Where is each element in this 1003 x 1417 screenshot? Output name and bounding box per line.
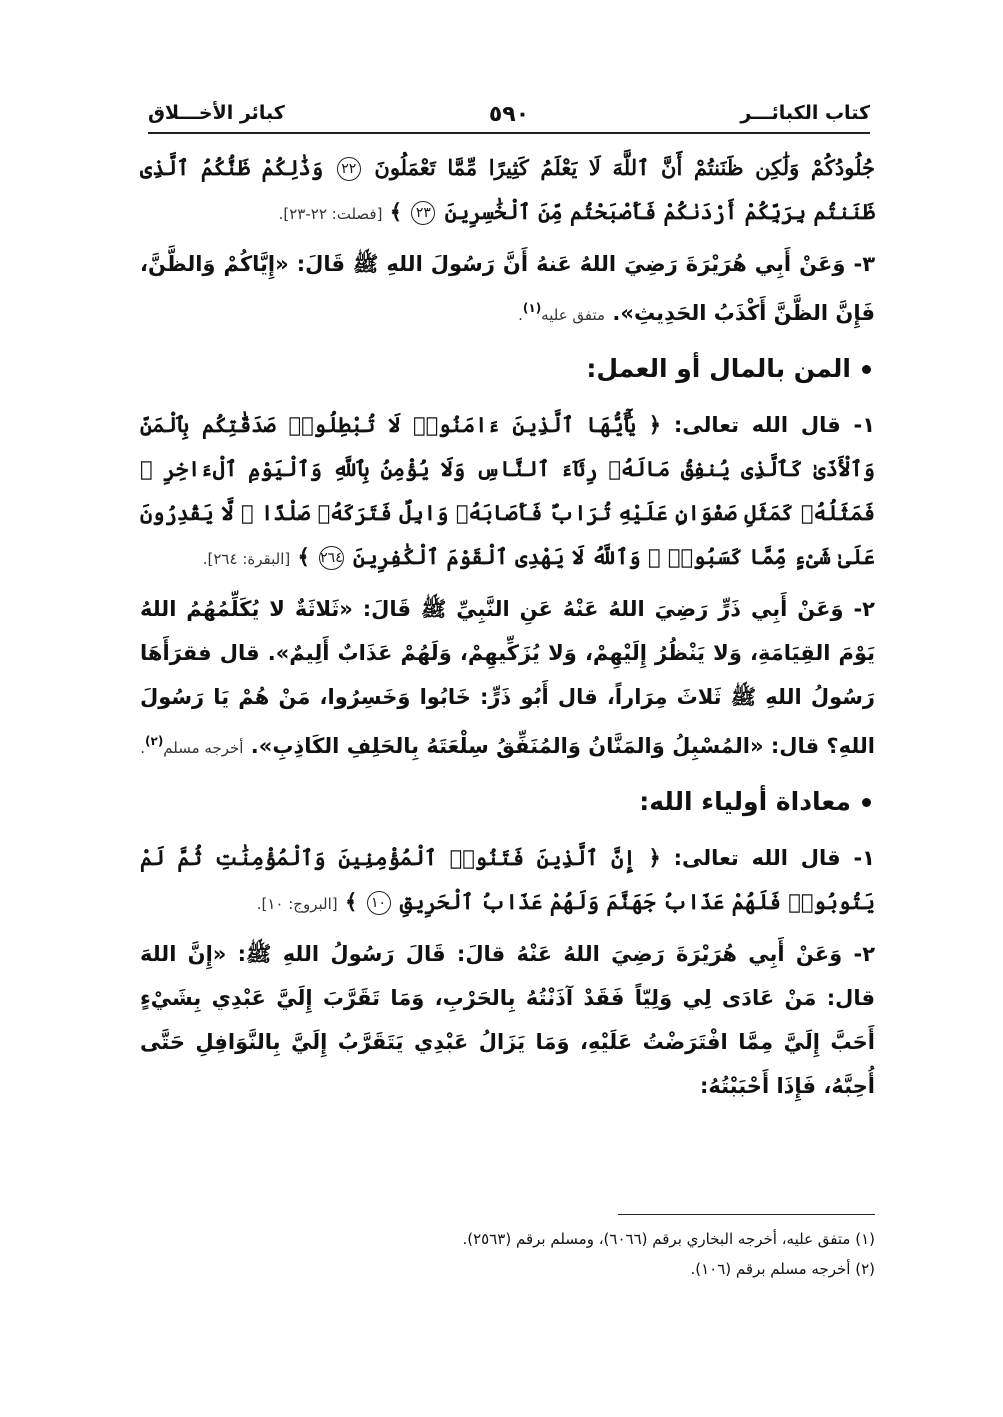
ayah-number-marker: ٢٣ xyxy=(411,201,435,225)
quran-open-bracket: ﴿ xyxy=(648,845,661,870)
surah-reference: [فصلت: ٢٢-٢٣]. xyxy=(278,205,383,223)
chapter-title: كبائر الأخـــلاق xyxy=(148,102,285,124)
quran-item xyxy=(140,836,875,926)
quran-close-bracket: ﴾ xyxy=(344,889,358,914)
ayah-number-marker: ١٠ xyxy=(367,891,391,915)
footnote-divider xyxy=(618,1214,875,1215)
hadith-item xyxy=(140,242,875,337)
ayah-number-marker: ٢٦٤ xyxy=(319,546,344,570)
intro-text: قال الله تعالى: xyxy=(673,413,841,437)
source-note: متفق عليه xyxy=(541,306,606,324)
footnote-2: (٢) أخرجه مسلم برقم (١٠٦). xyxy=(690,1260,875,1278)
header-divider xyxy=(148,132,870,134)
footnote-marker: (١) xyxy=(522,301,542,315)
bullet-icon xyxy=(862,365,871,374)
item-number: ١- xyxy=(853,846,875,870)
section-heading-text: المن بالمال أو العمل: xyxy=(586,354,851,383)
hadith-item xyxy=(140,932,875,1108)
page-body xyxy=(140,146,875,1114)
quran-text: جُلُودُكُمْ وَلَٰكِن ظَنَنتُمْ أَنَّ ٱللَّهَ لَا يَعْلَمُ كَثِيرًا مِّمَّا تَعْمَلُونَ xyxy=(374,155,876,180)
item-number: ١- xyxy=(853,413,876,437)
footnote-marker: (٢) xyxy=(145,734,164,748)
ayah-number-marker: ٢٢ xyxy=(337,157,361,181)
footnote-1: (١) متفق عليه، أخرجه البخاري برقم (٦٠٦٦)، ومسلم برقم (٢٥٦٣). xyxy=(462,1230,875,1248)
quran-open-bracket: ﴿ xyxy=(648,412,662,437)
footnotes xyxy=(140,1224,875,1284)
surah-reference: [البقرة: ٢٦٤]. xyxy=(202,550,291,568)
quran-text: إِنَّ ٱلَّذِينَ فَتَنُوا۟ ٱلْمُؤْمِنِينَ وَٱلْمُؤْمِنَٰتِ ثُمَّ لَمْ يَتُوبُوا۟ فَلَهُمْ عَذَابُ جَهَنَّمَ وَلَهُمْ عَذَابُ ٱلْحَرِيقِ xyxy=(140,845,875,914)
section-heading-text: معاداة أولياء الله: xyxy=(639,787,851,816)
book-title: كتاب الكبائـــر xyxy=(740,102,870,124)
surah-reference: [البروج: ١٠]. xyxy=(256,895,338,913)
quran-item xyxy=(140,403,875,581)
hadith-text: وَعَنْ أَبِي هُرَيْرَةَ رَضِيَ اللهُ عَنهُ أَنَّ رَسُولَ اللهِ ﷺ قَالَ: «إِيَّاكُمْ وَالظَّنَّ، فَإِنَّ الظَّنَّ أَكْذَبُ الحَدِيثِ». xyxy=(140,252,875,325)
item-number: ٢- xyxy=(853,942,876,966)
end-punctuation: . xyxy=(140,739,145,757)
quran-close-bracket: ﴾ xyxy=(389,199,403,224)
quran-continuation xyxy=(140,146,875,236)
hadith-text: وَعَنْ أَبِي ذَرٍّ رَضِيَ اللهُ عَنْهُ عَنِ النَّبِيِّ ﷺ قَالَ: «ثَلاثَةٌ لا يُكَلِّمُهُمُ اللهُ يَوْمَ القِيَامَةِ، وَلا يَنْظُرُ إِلَيْهِمْ، وَلا يُزَكِّيهِمْ، وَلَهُمْ عَذَابٌ أَلِيمٌ». قال فقرَأَهَا رَسُولُ اللهِ ﷺ ثَلاثَ مِرَاراً، قال أَبُو ذَرٍّ: خَابُوا وَخَسِرُوا، مَنْ هُمْ يَا رَسُولَ اللهِ؟ قال: «المُسْبِلُ وَالمَنَّانُ وَالمُنَفِّقُ سِلْعَتَهُ بِالحَلِفِ الكَاذِبِ». xyxy=(140,597,875,758)
section-heading xyxy=(140,776,875,828)
intro-text: قال الله تعالى: xyxy=(673,846,841,870)
quran-close-bracket: ﴾ xyxy=(297,544,310,569)
quran-text: وَذَٰلِكُمْ ظَنُّكُمُ ٱلَّذِى ظَنَنتُم بِرَبِّكُمْ أَرْدَىٰكُمْ فَأَصْبَحْتُم مِّنَ ٱلْخَٰسِرِينَ xyxy=(140,155,875,224)
item-number: ٣- xyxy=(853,252,876,276)
hadith-text: وَعَنْ أَبِي هُرَيْرَةَ رَضِيَ اللهُ عَنْهُ قالَ: قَالَ رَسُولُ اللهِ ﷺ: «إِنَّ اللهَ قال: مَنْ عَادَى لِي وَلِيّاً فَقَدْ آذَنْتُهُ بِالحَرْبِ، وَمَا تَقَرَّبَ إِلَيَّ عَبْدِي بِشَيْءٍ أَحَبَّ إِلَيَّ مِمَّا افْتَرَضْتُ عَلَيْهِ، وَمَا يَزَالُ عَبْدِي يَتَقَرَّبُ إِلَيَّ بِالنَّوَافِلِ حَتَّى أُحِبَّهُ، فَإِذَا أَحْبَبْتُهُ: xyxy=(140,942,875,1098)
bullet-icon xyxy=(862,798,871,807)
page-number: ٥٩٠ xyxy=(488,102,530,127)
quran-text: يَٰٓأَيُّهَا ٱلَّذِينَ ءَامَنُوا۟ لَا تُبْطِلُوا۟ صَدَقَٰتِكُم بِٱلْمَنِّ وَٱلْأَذَىٰ كَٱلَّذِى يُنفِقُ مَالَهُۥ رِئَآءَ ٱلنَّاسِ وَلَا يُؤْمِنُ بِٱللَّهِ وَٱلْيَوْمِ ٱلْءَاخِرِ ۖ فَمَثَلُهُۥ كَمَثَلِ صَفْوَانٍ عَلَيْهِ تُرَابٌ فَأَصَابَهُۥ وَابِلٌ فَتَرَكَهُۥ صَلْدًا ۖ لَّا يَقْدِرُونَ عَلَىٰ شَىْءٍ مِّمَّا كَسَبُوا۟ ۗ وَٱللَّهُ لَا يَهْدِى ٱلْقَوْمَ ٱلْكَٰفِرِينَ xyxy=(140,412,875,569)
end-punctuation: . xyxy=(518,306,523,324)
hadith-item xyxy=(140,587,875,770)
page-header xyxy=(148,96,870,130)
item-number: ٢- xyxy=(853,597,875,621)
source-note: أخرجه مسلم xyxy=(163,739,244,757)
section-heading xyxy=(140,343,875,395)
